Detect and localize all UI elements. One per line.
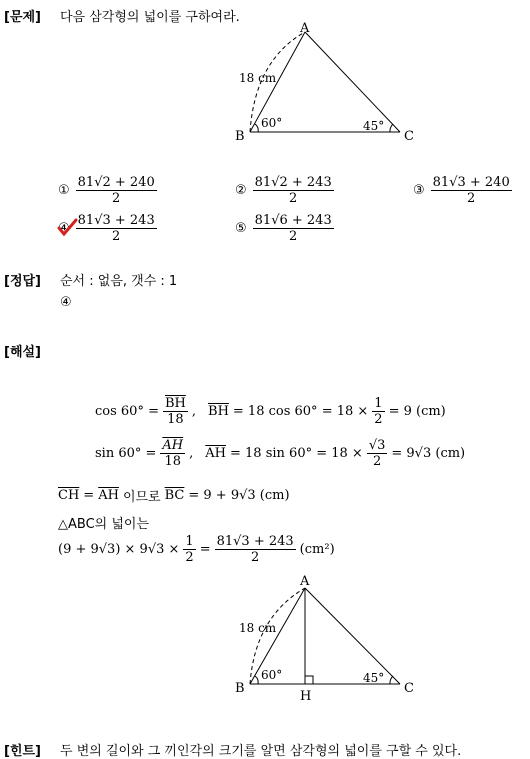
hint-tag: [힌트] [4,744,41,759]
option-5[interactable] [235,213,334,244]
problem-text: 다음 삼각형의 넓이를 구하여라. [60,10,240,25]
solution-line-4: △ABC의 넓이는 [58,517,150,532]
angle-c-label: 45° [363,119,385,133]
option-1-den: 2 [112,191,121,206]
hint-text: 두 변의 길이와 그 끼인각의 크기를 알면 삼각형의 넓이를 구할 수 있다. [60,744,462,759]
problem-triangle [225,20,425,150]
option-2-den: 2 [289,191,298,206]
option-5-den: 2 [289,229,298,244]
solution-line-5: (9 + 9√3) × 9√3 × $\frac{1}{2}$ = $\frac{81√3 + 243}{2}$ (cm²) [58,534,335,565]
solution-line-2: sin 60° = $\frac{\overline{AH}}{18}$ , $\overline{AH}$ = 18 sin 60° = 18 × $\frac{√3}{2}$ = 9√3 (cm) [95,438,466,469]
option-5-num: 81√6 + 243 [254,213,332,228]
option-1[interactable] [58,175,157,206]
answer-tag: [정답] [4,274,41,289]
sol-side-label: 18 cm [239,621,277,635]
sol-vertex-b-label: B [235,681,245,696]
check-mark-icon [56,217,78,237]
answer-value: ④ [60,295,72,310]
sol-vertex-c-label: C [404,681,414,696]
option-2[interactable] [235,175,334,206]
option-1-mark: ① [58,183,70,198]
answer-line: 순서 : 없음, 갯수 : 1 [60,274,178,289]
vertex-b-label: B [235,129,245,144]
option-4-den: 2 [112,229,121,244]
solution-triangle [225,572,425,707]
solution-line-1: cos 60° = $\frac{\overline{BH}}{18}$ , $\overline{BH}$ = 18 cos 60° = 18 × $\frac{1}{2}$ = 9 (cm) [95,396,446,427]
sol-angle-c-label: 45° [363,671,385,685]
problem-tag: [문제] [4,10,41,25]
sol-vertex-h-label: H [300,689,312,704]
solution-tag: [해설] [4,345,41,360]
option-4-mark: ④ [58,221,70,236]
option-2-mark: ② [235,183,247,198]
sol-angle-b-label: 60° [261,668,283,682]
option-2-num: 81√2 + 243 [254,175,332,190]
option-3-num: 81√3 + 240 [432,175,510,190]
option-3-den: 2 [467,191,476,206]
sol-vertex-a-label: A [300,574,310,589]
vertex-c-label: C [404,129,414,144]
side-label: 18 cm [239,71,277,85]
vertex-a-label: A [300,21,310,36]
option-1-num: 81√2 + 240 [77,175,155,190]
option-4-num: 81√3 + 243 [77,213,155,228]
solution-line-3: $\overline{CH}$ = $\overline{AH}$ 이므로 $\overline{BC}$ = 9 + 9√3 (cm) [58,488,290,505]
angle-b-label: 60° [261,116,283,130]
option-5-mark: ⑤ [235,221,247,236]
option-3-mark: ③ [413,183,425,198]
option-4[interactable] [58,213,157,244]
option-3[interactable] [413,175,512,206]
